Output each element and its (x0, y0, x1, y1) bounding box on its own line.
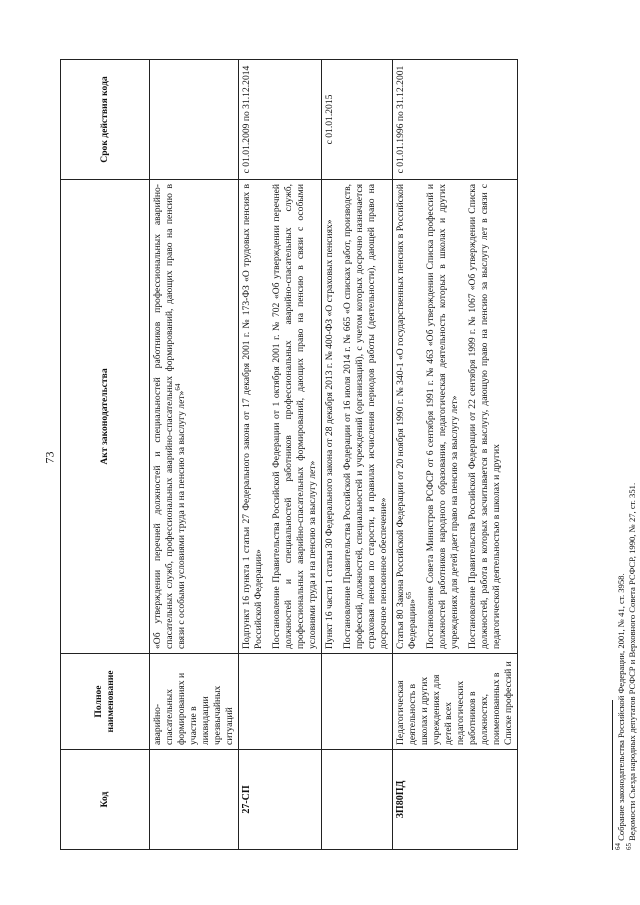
table-row (150, 60, 239, 850)
row-code: 27-СП (239, 750, 322, 850)
row-name: Педагогическая деятельность в школах и других учреждениях для детей всех педагогических работников в должностях, поименованных в Списке профессий и (393, 654, 518, 750)
row-validity: с 01.01.2015 (322, 60, 393, 180)
act-paragraph: Статья 80 Закона Российской Федерации от 20 ноября 1990 г. № 340-1 «О государственных пенсиях в Российской Федерации»$^{65}$ (395, 184, 418, 649)
table-row (393, 60, 518, 850)
footnotes (612, 60, 638, 850)
row-code (150, 750, 239, 850)
footnote-rule (612, 700, 613, 850)
row-act (393, 180, 518, 654)
row-act (150, 180, 239, 654)
act-paragraph: «Об утверждении перечней должностей и специальностей работников профессиональных аварийно-спасательных служб, профессиональных аварийно-спасательных формирований, дающих право на пенсию в связи с особыми условиями труда и на пенсию за выслугу лет»$^{64}$ (152, 184, 187, 649)
footnote-ref: 64 (173, 383, 182, 391)
act-paragraph: Пункт 16 части 1 статьи 30 Федерального закона от 28 декабря 2013 г. № 400-ФЗ «О страховых пенсиях» (324, 219, 335, 649)
act-paragraph: Постановление Правительства Российской Федерации от 22 сентября 1999 г. № 1067 «Об утверждении Списка должностей, работа в которых засчитывается в выслугу, дающую право на пенсию за выслугу лет в связи с педагогической деятельностью в школах и других (467, 184, 502, 649)
row-code: ЗП80ПД (393, 750, 518, 850)
header-act: Акт законодательства (61, 180, 150, 654)
footnote: $^{65}$ Ведомости Съезда народных депутатов РСФСР и Верховного Совета РСФСР, 1990, № 27, ст. 351. (625, 482, 637, 850)
row-act (239, 180, 322, 654)
table-row (239, 60, 322, 850)
row-validity (150, 60, 239, 180)
row-name (239, 654, 322, 750)
header-code: Код (61, 750, 150, 850)
row-act (322, 180, 393, 654)
act-paragraph: Постановление Совета Министров РСФСР от 6 сентября 1991 г. № 463 «Об утверждении Списка профессий и должностей работников народного образования, педагогическая деятельность которых в школах и других учреждениях для детей дает право на пенсию за выслугу лет» (425, 184, 460, 649)
table-row (322, 60, 393, 850)
footnote-ref: 65 (404, 591, 413, 599)
act-paragraph: Постановление Правительства Российской Федерации от 1 октября 2001 г. № 702 «Об утверждении перечней должностей и специальностей работников профессиональных аварийно-спасательных служб, профессиональных аварийно-спасательных формирований, дающих право на пенсию в связи с особыми условиями труда и на пенсию за выслугу лет» (271, 184, 318, 649)
page-number: 73 (42, 451, 57, 464)
footnote: $^{64}$ Собрание законодательства Российской Федерации, 2001, № 41, ст. 3958. (614, 573, 626, 850)
row-validity: с 01.01.2009 по 31.12.2014 (239, 60, 322, 180)
act-paragraph: Постановление Правительства Российской Федерации от 16 июля 2014 г. № 665 «О списках работ, производств, профессий, должностей, специальностей и учреждений (организаций), с учетом которых досрочно назначается страховая пенсия по старости, и правилах исчисления периодов работы (деятельности), дающей право на досрочное пенсионное обеспечение» (342, 184, 389, 649)
row-validity: с 01.01.1996 по 31.12.2001 (393, 60, 518, 180)
header-full-name: Полное наименование (61, 654, 150, 750)
row-name (322, 654, 393, 750)
table-header-row (61, 60, 150, 850)
act-paragraph: Подпункт 16 пункта 1 статьи 27 Федерального закона от 17 декабря 2001 г. № 173-ФЗ «О трудовых пенсиях в Российской Федерации» (241, 184, 264, 649)
row-name: аварийно-спасательных формированиях и участие в ликвидации чрезвычайных ситуаций (150, 654, 239, 750)
header-validity: Срок действия кода (61, 60, 150, 180)
row-code (322, 750, 393, 850)
legislation-table (60, 59, 518, 850)
rotated-page-content (60, 60, 637, 850)
